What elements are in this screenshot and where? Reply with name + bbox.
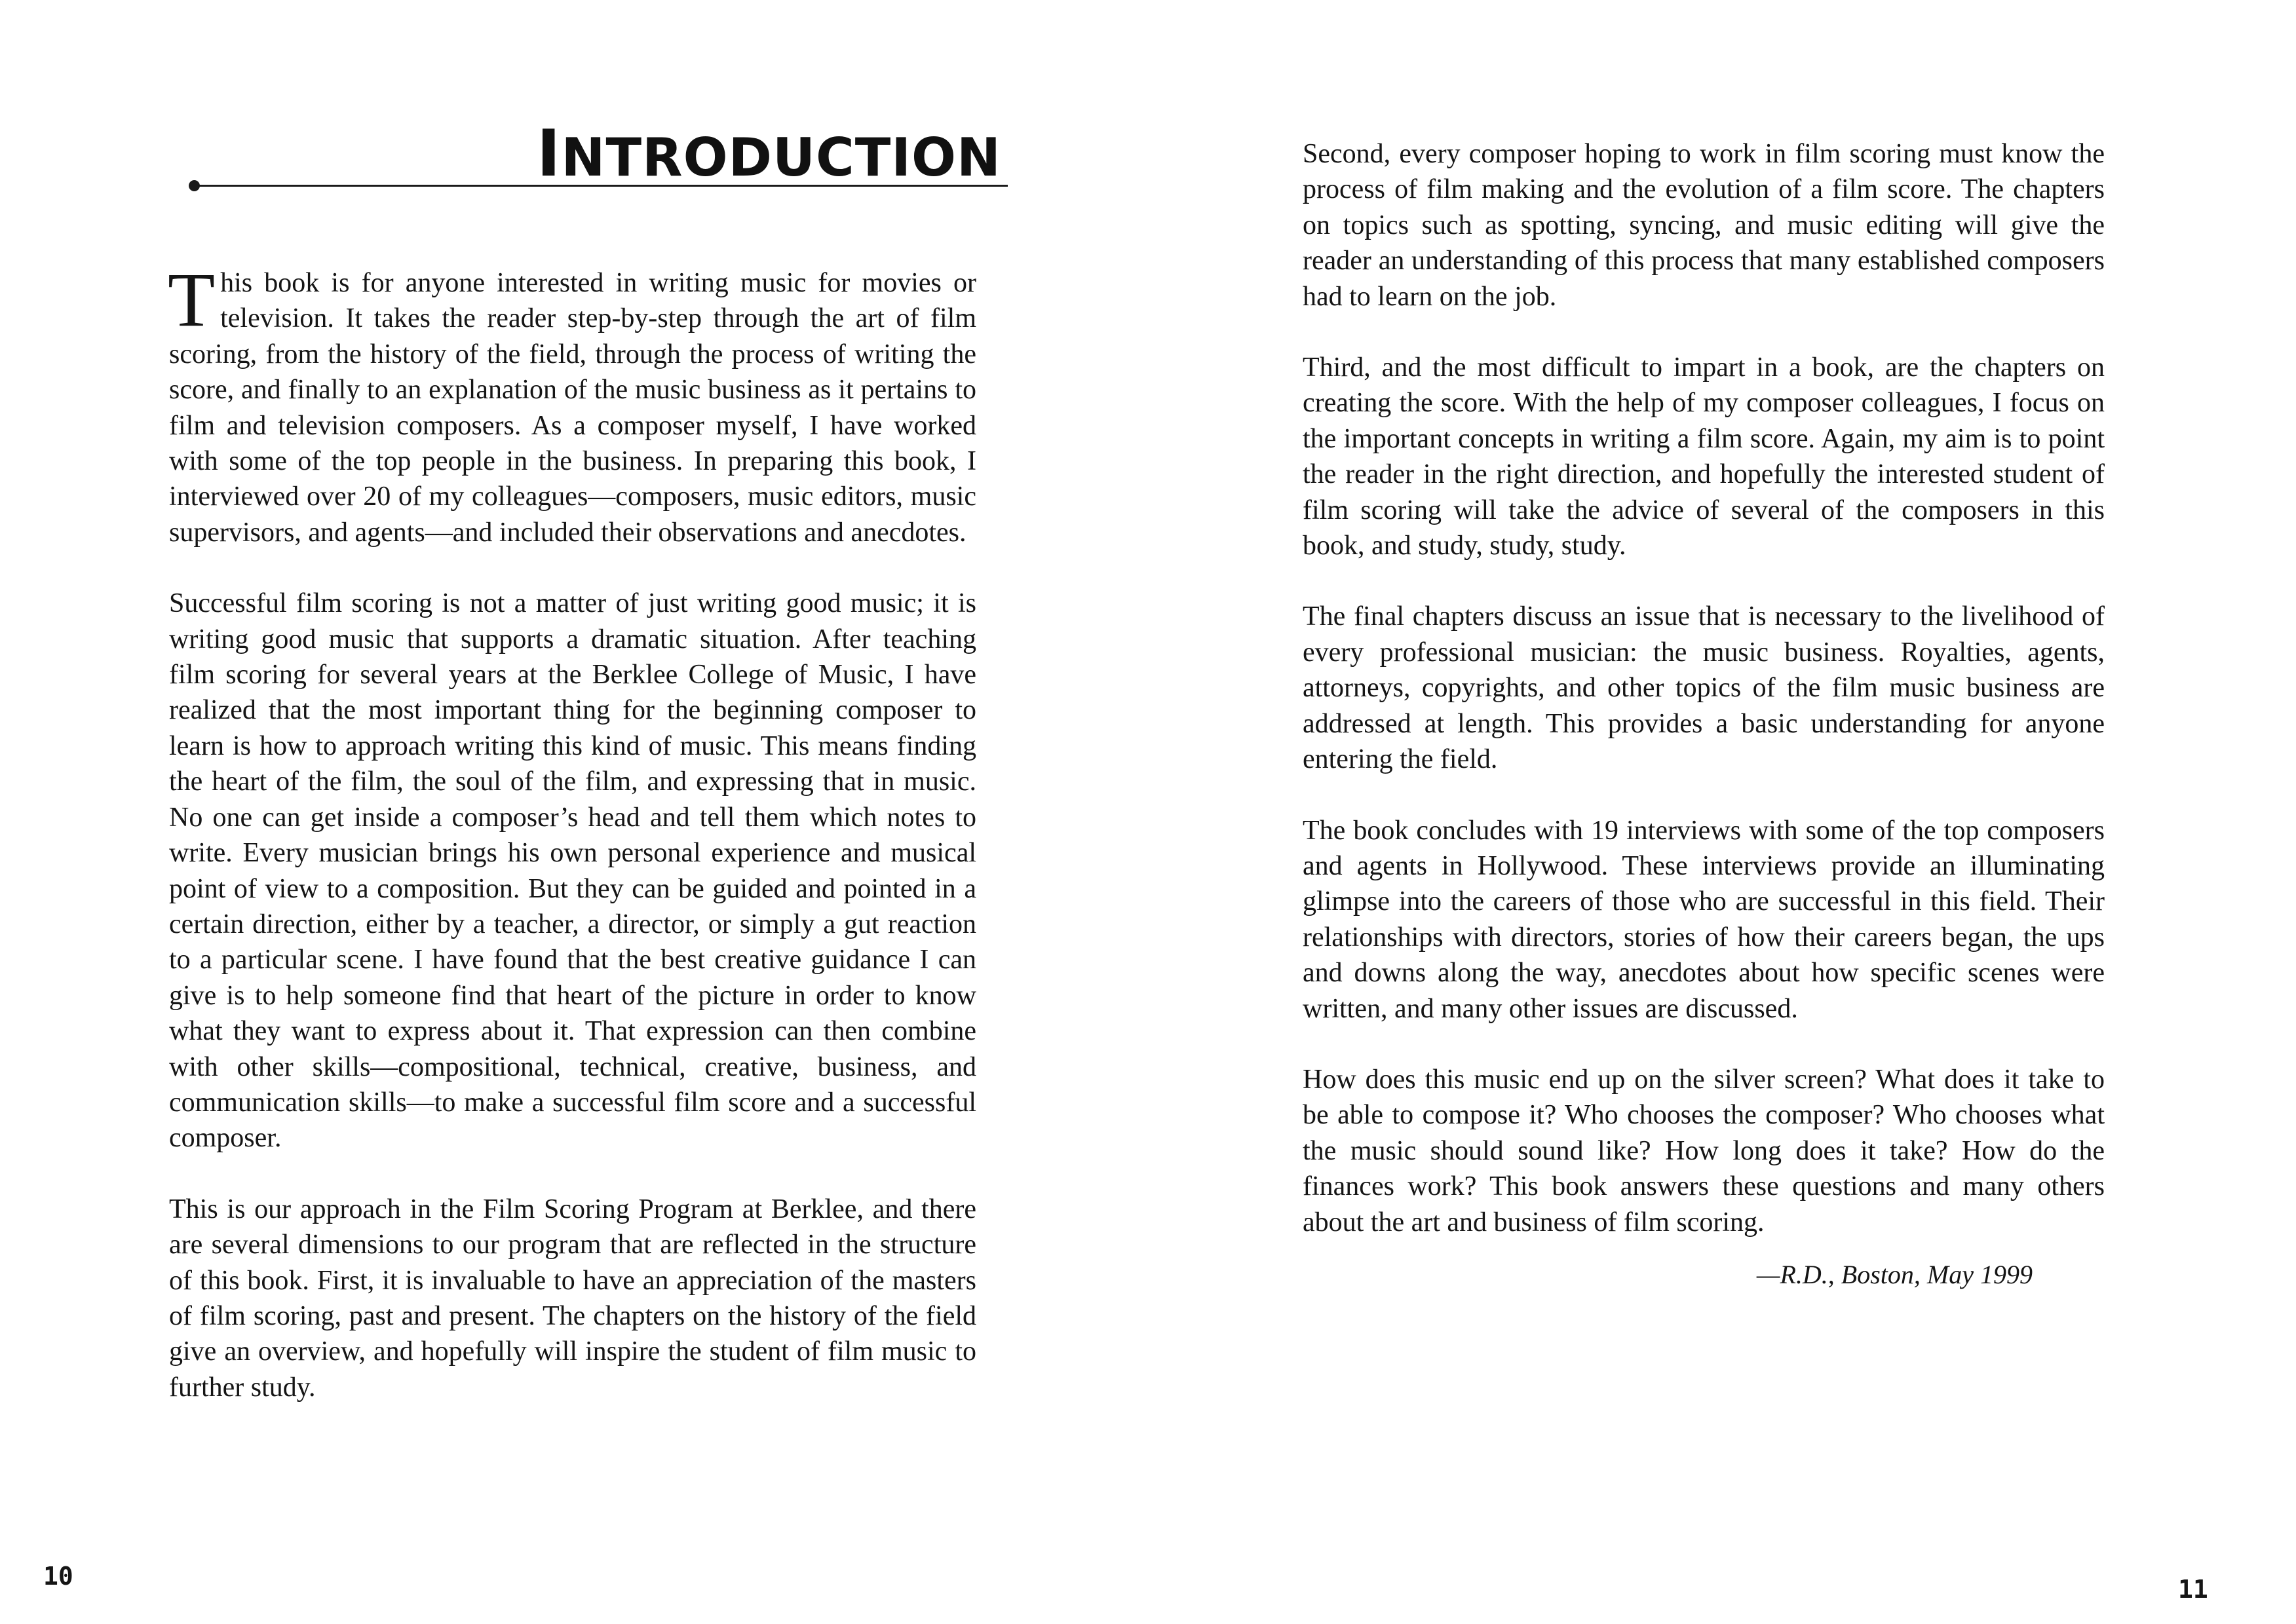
paragraph-6: The final chapters discuss an issue that is necessary to the livelihood of every professional musician: the music business. Royalties, agents, attorneys, copyrights, and other topics of the film music business are addressed at length. This provides a basic understanding for anyone entering the field. <box>1303 601 2105 775</box>
paragraph-1-text: his book is for anyone interested in writing music for movies or television. It takes the reader step-by-step through the art of film scoring, from the history of the field, through the process of writing the score, and finally to an explanation of the music business as it pertains to film and television composers. As a composer myself, I have worked with some of the top people in the business. In preparing this book, I interviewed over 20 of my colleagues—composers, music editors, music supervisors, and agents—and included their observations and anecdotes. <box>169 268 976 548</box>
title-first-letter: I <box>537 117 562 191</box>
chapter-title <box>537 117 1001 191</box>
paragraph-1 <box>168 257 976 550</box>
author-signature: —R.D., Boston, May 1999 <box>1756 1259 2033 1289</box>
paragraph-7: The book concludes with 19 interviews with some of the top composers and agents in Hollywood. These interviews provide an illuminating glimpse into the careers of those who are successful in this field. Their relationships with directors, stories of how their careers began, the ups and downs along the way, anecdotes about how specific scenes were written, and many other issues are discussed. <box>1303 815 2105 1024</box>
title-rest: NTRODUCTION <box>561 127 1001 188</box>
chapter-heading <box>189 118 1008 197</box>
right-body-text <box>1303 136 2105 1293</box>
drop-cap: T <box>168 257 216 343</box>
paragraph-3: This is our approach in the Film Scoring Program at Berklee, and there are several dimensions to our program that are reflected in the structure of this book. First, it is invaluable to have an appreciation of the masters of film scoring, past and present. The chapters on the history of the field give an overview, and hopefully will inspire the student of film music to further study. <box>169 1194 976 1403</box>
paragraph-4: Second, every composer hoping to work in film scoring must know the process of film making and the evolution of a film score. The chapters on topics such as spotting, syncing, and music editing will give the reader an understanding of this process that many established composers had to learn on the job. <box>1303 139 2105 312</box>
paragraph-8: How does this music end up on the silver screen? What does it take to be able to compose it? Who chooses the composer? Who chooses what the music should sound like? How long does it take? How do the finances work? This book answers these questions and many others about the art and business of film scoring. <box>1303 1064 2105 1237</box>
heading-bullet-dot <box>189 180 200 191</box>
left-body-text <box>168 257 976 1441</box>
paragraph-2: Successful film scoring is not a matter of just writing good music; it is writing good music that supports a dramatic situation. After teaching film scoring for several years at the Berklee College of Music, I have realized that the most important thing for the beginning composer to learn is how to approach writing this kind of music. This means finding the heart of the film, the soul of the film, and expressing that in music. No one can get inside a composer’s head and tell them which notes to write. Every musician brings his own personal experience and musical point of view to a composition. But they can be guided and pointed in a certain direction, either by a teacher, a director, or simply a gut reaction to a particular scene. I have found that the best creative guidance I can give is to help someone find that heart of the picture in order to know what they want to express about it. That expression can then combine with other skills—compositional, technical, creative, business, and communication skills—to make a successful film score and a successful composer. <box>169 588 976 1154</box>
page-number-right: 11 <box>2178 1575 2208 1604</box>
right-page <box>1148 0 2296 1624</box>
page-number-left: 10 <box>43 1562 73 1591</box>
paragraph-5: Third, and the most difficult to impart in a book, are the chapters on creating the score. With the help of my composer colleagues, I focus on the important concepts in writing a film score. Again, my aim is to point the reader in the right direction, and hopefully the interested student of film scoring will take the advice of several of the composers in this book, and study, study, study. <box>1303 352 2105 561</box>
